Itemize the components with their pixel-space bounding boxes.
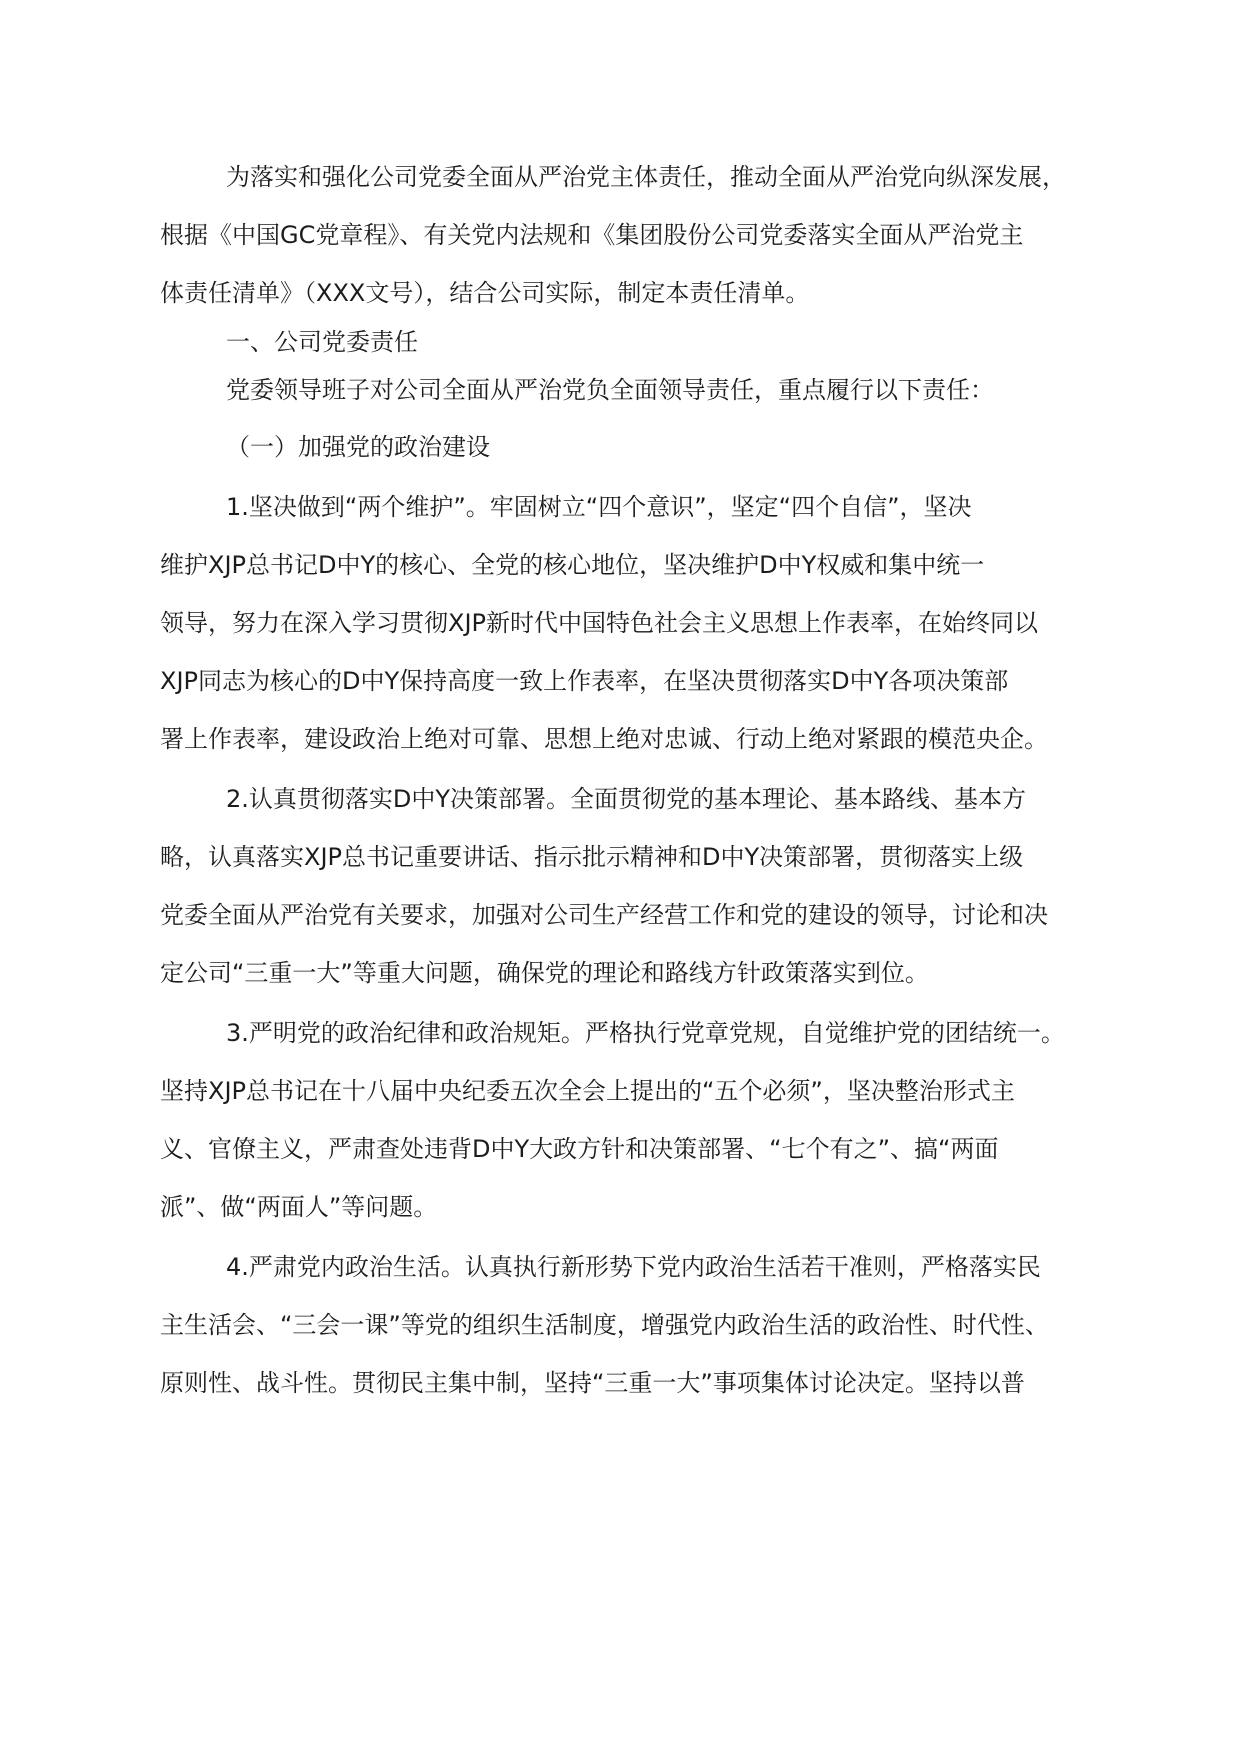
text-line: 1.坚决做到“两个维护”。牢固树立“四个意识”，坚定“四个自信”，坚决 <box>226 493 972 521</box>
text-line: 根据《中国GC党章程》、有关党内法规和《集团股份公司党委落实全面从严治党主 <box>160 221 1024 249</box>
section-heading: 一、公司党委责任 <box>226 328 418 356</box>
text-line: 党委全面从严治党有关要求，加强对公司生产经营工作和党的建设的领导，讨论和决 <box>160 901 1048 929</box>
text-line: 4.严肃党内政治生活。认真执行新形势下党内政治生活若干准则，严格落实民 <box>226 1253 1041 1281</box>
text-line: 党委领导班子对公司全面从严治党负全面领导责任，重点履行以下责任： <box>226 376 994 404</box>
text-line: 体责任清单》（XXX文号），结合公司实际，制定本责任清单。 <box>160 279 810 307</box>
text-line: 3.严明党的政治纪律和政治规矩。严格执行党章党规，自觉维护党的团结统一。 <box>226 1019 1065 1047</box>
text-line: 维护XJP总书记D中Y的核心、全党的核心地位，坚决维护D中Y权威和集中统一 <box>160 551 985 579</box>
text-line: 坚持XJP总书记在十八届中央纪委五次全会上提出的“五个必须”，坚决整治形式主 <box>160 1077 1015 1105</box>
text-line: 原则性、战斗性。贯彻民主集中制，坚持“三重一大”事项集体讨论决定。坚持以普 <box>160 1369 1025 1397</box>
text-line: 定公司“三重一大”等重大问题，确保党的理论和路线方针政策落实到位。 <box>160 959 929 987</box>
text-line: 2.认真贯彻落实D中Y决策部署。全面贯彻党的基本理论、基本路线、基本方 <box>226 785 1027 813</box>
text-line: 为落实和强化公司党委全面从严治党主体责任，推动全面从严治党向纵深发展， <box>226 163 1066 191</box>
text-line: 署上作表率，建设政治上绝对可靠、思想上绝对忠诚、行动上绝对紧跟的模范央企。 <box>160 725 1048 753</box>
text-line: 义、官僚主义，严肃查处违背D中Y大政方针和决策部署、“七个有之”、搞“两面 <box>160 1135 999 1163</box>
text-line: 派”、做“两面人”等问题。 <box>160 1193 438 1221</box>
text-line: 略，认真落实XJP总书记重要讲话、指示批示精神和D中Y决策部署，贯彻落实上级 <box>160 843 1024 871</box>
subsection-heading: （一）加强党的政治建设 <box>226 433 490 461</box>
text-line: 主生活会、“三会一课”等党的组织生活制度，增强党内政治生活的政治性、时代性、 <box>160 1311 1049 1339</box>
text-line: XJP同志为核心的D中Y保持高度一致上作表率，在坚决贯彻落实D中Y各项决策部 <box>160 667 1009 695</box>
text-line: 领导，努力在深入学习贯彻XJP新时代中国特色社会主义思想上作表率，在始终同以 <box>160 609 1038 637</box>
